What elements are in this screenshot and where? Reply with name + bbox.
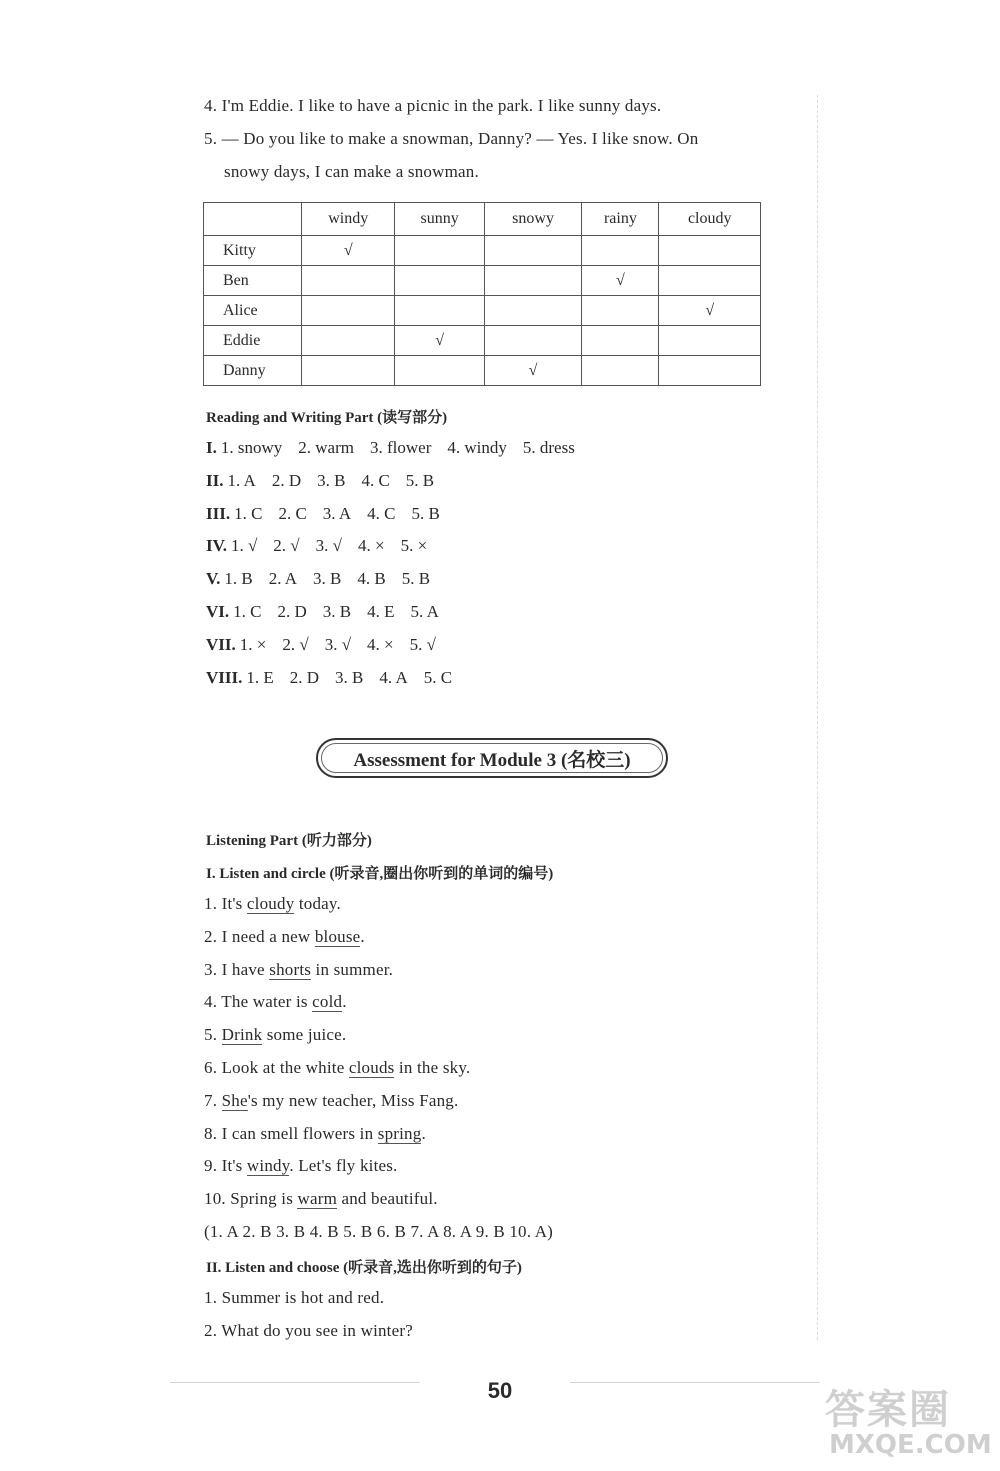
sentence-text: .: [421, 1123, 426, 1143]
answer-row: [206, 668, 468, 688]
table-cell: √: [302, 236, 395, 266]
answer-item: 1. √: [230, 536, 258, 556]
roman-numeral: VII.: [206, 634, 236, 654]
table-cell: [582, 326, 659, 356]
reading-writing-header: Reading and Writing Part (读写部分): [206, 410, 448, 426]
answer-item: 5. B: [411, 503, 440, 523]
answer-item: 1. C: [233, 602, 262, 621]
answer-item: 4. C: [361, 470, 390, 490]
roman-numeral: VIII.: [206, 667, 243, 687]
underlined-word: cloudy: [246, 894, 295, 913]
table-cell: [484, 236, 581, 266]
table-cell: [484, 326, 581, 356]
table-cell: [659, 266, 761, 296]
answer-item: 2. D: [277, 602, 307, 621]
row-name: Alice: [204, 296, 302, 326]
underlined-word: clouds: [348, 1058, 395, 1077]
underlined-word: blouse: [314, 926, 361, 946]
table-cell: [395, 266, 484, 296]
table-row: [204, 236, 761, 266]
sentence-text: 7.: [204, 1090, 222, 1110]
answer-item: 5. B: [401, 569, 431, 589]
underlined-word: spring: [377, 1123, 422, 1143]
module-title-box: [316, 738, 668, 778]
table-cell: √: [659, 296, 761, 326]
answer-item: 2. D: [271, 470, 302, 490]
sentence-text: 3. I have: [204, 959, 270, 979]
answer-item: 3. B: [313, 569, 342, 589]
table-cell: [484, 296, 581, 326]
listening-sentence: [204, 1189, 438, 1209]
table-row: [204, 326, 761, 356]
table-cell: [302, 266, 395, 296]
table-header-cell: snowy: [484, 203, 581, 236]
sentence-text: .: [360, 926, 365, 946]
roman-numeral: V.: [206, 569, 221, 589]
sentence-text: today.: [294, 894, 341, 913]
weather-table: [203, 202, 761, 386]
answer-item: 3. B: [322, 602, 352, 621]
answer-item: 4. C: [367, 503, 396, 523]
section-2-header: II. Listen and choose (听录音,选出你听到的句子): [206, 1260, 522, 1276]
sentence-text: some juice.: [262, 1025, 347, 1045]
answer-row: [206, 471, 450, 491]
table-header-cell: rainy: [582, 203, 659, 236]
module-title: Assessment for Module 3 (名校三): [353, 749, 631, 771]
underlined-word: Drink: [221, 1025, 263, 1045]
listening-sentence: [204, 1124, 426, 1144]
answer-item: 2. C: [278, 503, 307, 523]
table-header-cell: cloudy: [659, 203, 761, 236]
answer-item: 4. B: [357, 569, 386, 589]
listening-sentence: [204, 1091, 458, 1111]
sentence-text: 4. The water is: [204, 992, 313, 1012]
table-header-row: [204, 203, 761, 236]
table-cell: [302, 296, 395, 326]
listening-sentence: [204, 894, 341, 914]
listening-sentence: [204, 927, 365, 947]
sentence-text: . Let's fly kites.: [289, 1156, 398, 1176]
answer-item: 4. A: [379, 667, 408, 687]
answer-row: [206, 635, 452, 655]
answer-item: 3. flower: [370, 438, 432, 457]
answer-item: 1. ×: [239, 634, 267, 654]
answer-item: 5. ×: [400, 536, 428, 556]
sentence-text: 2. I need a new: [204, 926, 315, 946]
answer-item: 1. B: [224, 569, 253, 589]
sentence-text: 1. It's: [204, 894, 247, 913]
sentence-text: 9. It's: [204, 1156, 247, 1176]
answer-item: 2. √: [273, 536, 300, 556]
watermark-logo: [825, 1378, 990, 1468]
sentence-text: .: [342, 992, 347, 1012]
sentence-text: 5.: [204, 1025, 222, 1045]
listening-sentence: [204, 992, 347, 1012]
roman-numeral: I.: [206, 438, 217, 457]
page-edge-line: [817, 95, 818, 1340]
row-name: Ben: [204, 266, 302, 296]
roman-numeral: VI.: [206, 602, 230, 621]
table-cell: [484, 266, 581, 296]
underlined-word: windy: [246, 1156, 290, 1176]
listening-line-5-cont: snowy days, I can make a snowman.: [224, 162, 479, 181]
answer-item: 2. √: [282, 634, 309, 654]
table-cell: √: [582, 266, 659, 296]
table-cell: [659, 236, 761, 266]
answer-item: 4. E: [367, 602, 395, 621]
answer-item: 2. A: [268, 569, 298, 589]
table-row: [204, 356, 761, 386]
table-cell: [395, 356, 484, 386]
answer-item: 5. C: [423, 667, 453, 687]
underlined-word: She: [221, 1090, 248, 1110]
answer-item: 3. B: [317, 470, 346, 490]
table-row: [204, 296, 761, 326]
answer-item: 5. B: [405, 470, 435, 490]
answer-item: 5. √: [409, 634, 436, 654]
answer-row: [206, 602, 455, 622]
underlined-word: cold: [312, 992, 343, 1012]
underlined-word: warm: [297, 1189, 337, 1209]
sentence-text: 8. I can smell flowers in: [204, 1123, 378, 1143]
answer-item: 4. ×: [367, 634, 394, 654]
table-cell: [395, 296, 484, 326]
table-cell: [582, 236, 659, 266]
roman-numeral: IV.: [206, 536, 227, 556]
answer-item: 3. √: [324, 634, 352, 654]
sentence-text: in summer.: [311, 959, 394, 979]
sentence-text: 's my new teacher, Miss Fang.: [247, 1090, 459, 1110]
answer-item: 4. ×: [357, 536, 385, 556]
listening-sentence: [204, 1156, 398, 1176]
sentence-text: 10. Spring is: [204, 1189, 298, 1209]
table-cell: √: [484, 356, 581, 386]
sentence-text: in the sky.: [394, 1058, 471, 1077]
section-1-answers: (1. A 2. B 3. B 4. B 5. B 6. B 7. A 8. A 9. B 10. A): [204, 1222, 554, 1241]
table-header-cell: windy: [302, 203, 395, 236]
table-cell: [659, 326, 761, 356]
answer-item: 2. D: [289, 667, 320, 687]
watermark-cn: 答案圈: [825, 1387, 951, 1433]
answer-item: 4. windy: [447, 438, 507, 457]
listening-line-5: 5. — Do you like to make a snowman, Danny? — Yes. I like snow. On: [204, 129, 699, 148]
table-cell: [582, 356, 659, 386]
listening-line-4: 4. I'm Eddie. I like to have a picnic in the park. I like sunny days.: [204, 96, 662, 115]
sentence-text: 6. Look at the white: [204, 1058, 349, 1077]
section-1-header: I. Listen and circle (听录音,圈出你听到的单词的编号): [206, 866, 554, 882]
answer-item: 1. C: [234, 503, 263, 523]
sentence-text: and beautiful.: [337, 1189, 438, 1209]
answer-item: 5. A: [410, 602, 439, 621]
table-cell: √: [395, 326, 484, 356]
roman-numeral: III.: [206, 503, 231, 523]
table-cell: [302, 356, 395, 386]
listening-sentence: [204, 960, 393, 980]
answer-row: [206, 438, 591, 458]
section-2-line-1: 1. Summer is hot and red.: [204, 1288, 385, 1307]
answer-row: [206, 536, 443, 556]
section-2-line-2: 2. What do you see in winter?: [204, 1321, 413, 1340]
answer-item: 2. warm: [298, 438, 354, 457]
table-header-cell: sunny: [395, 203, 484, 236]
answer-row: [206, 504, 456, 524]
row-name: Kitty: [204, 236, 302, 266]
roman-numeral: II.: [206, 470, 224, 490]
underlined-word: shorts: [269, 959, 312, 979]
table-cell: [395, 236, 484, 266]
answer-row: [206, 569, 446, 589]
answer-item: 3. √: [315, 536, 342, 556]
answer-item: 1. A: [227, 470, 256, 490]
listening-sentence: [204, 1058, 470, 1078]
answer-item: 5. dress: [522, 438, 575, 457]
answer-item: 1. snowy: [220, 438, 283, 457]
page-number: 50: [487, 1378, 513, 1403]
table-cell: [582, 296, 659, 326]
table-cell: [659, 356, 761, 386]
answer-item: 3. A: [322, 503, 352, 523]
table-header-cell: [204, 203, 302, 236]
row-name: Danny: [204, 356, 302, 386]
listening-header: Listening Part (听力部分): [206, 833, 372, 849]
listening-sentence: [204, 1025, 346, 1045]
answer-item: 3. B: [335, 667, 364, 687]
answer-item: 1. E: [246, 667, 274, 687]
watermark-en: MXQE.COM: [829, 1430, 992, 1460]
table-cell: [302, 326, 395, 356]
table-row: [204, 266, 761, 296]
row-name: Eddie: [204, 326, 302, 356]
